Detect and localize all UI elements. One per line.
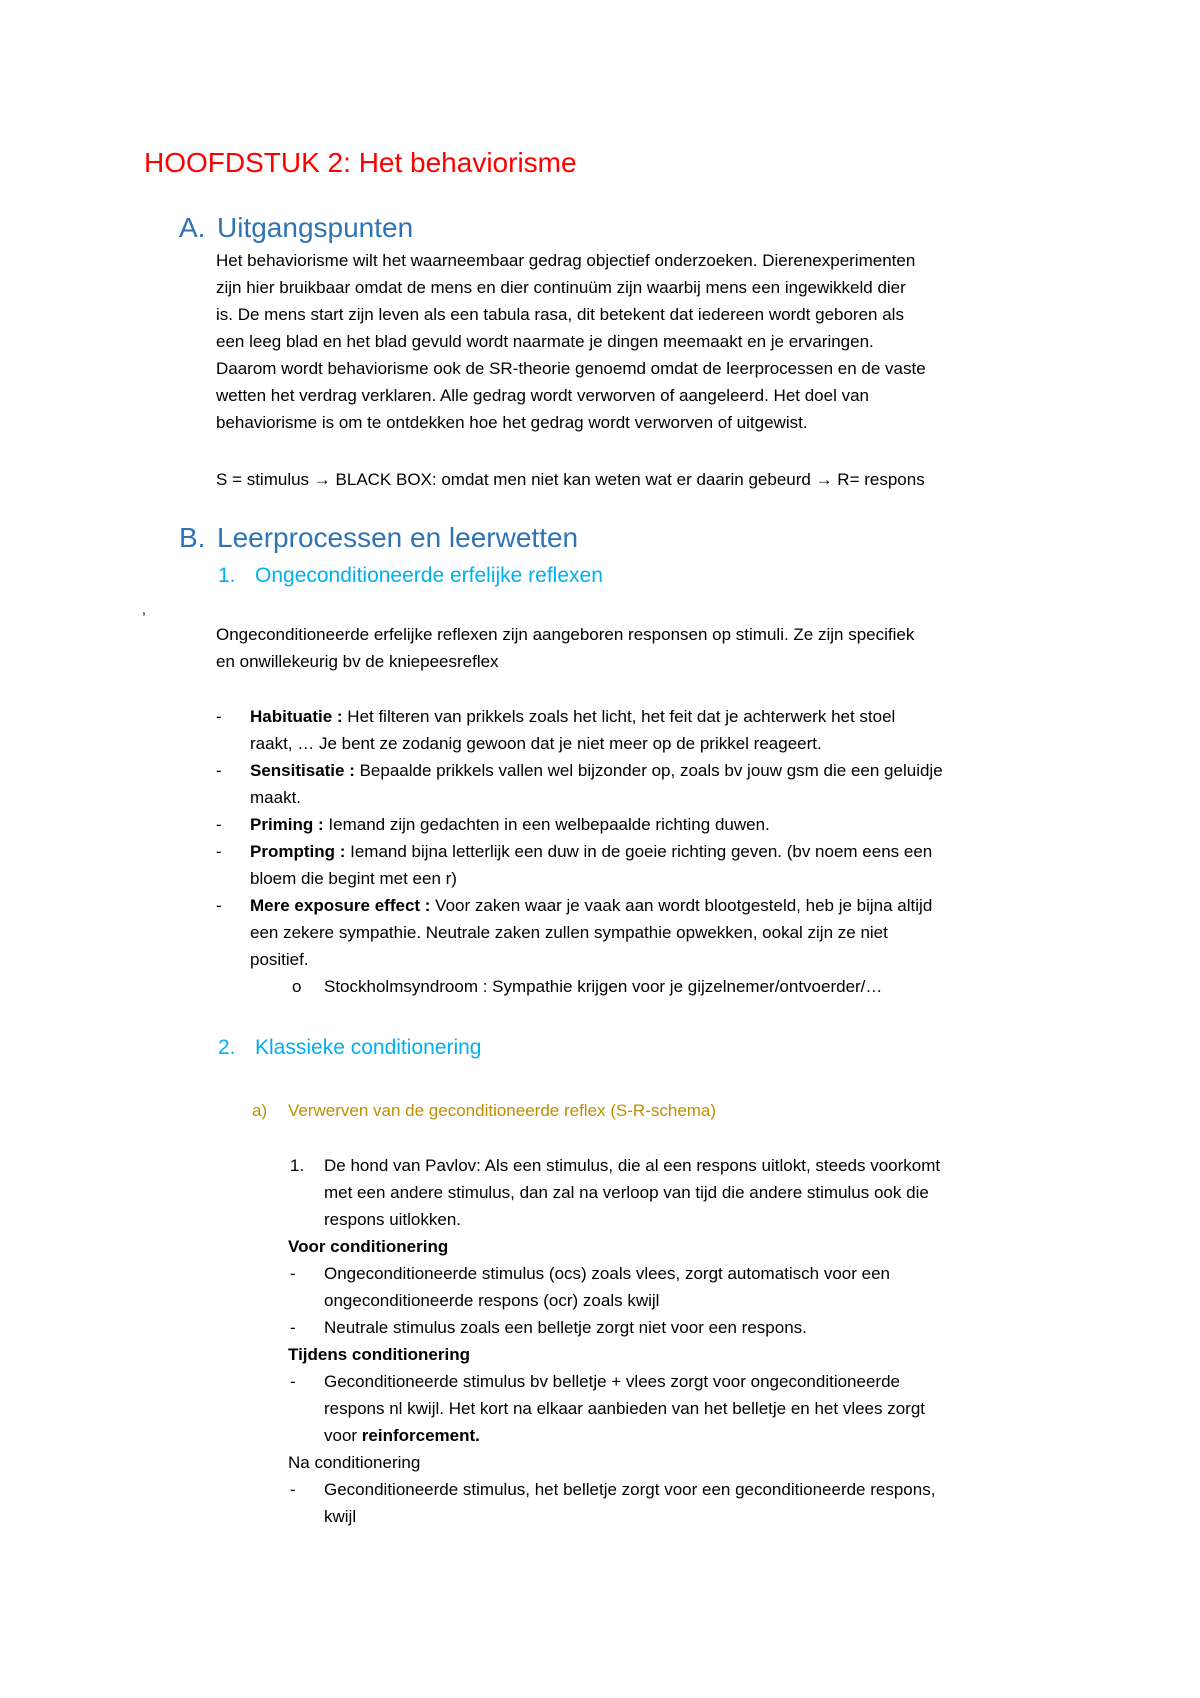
section-a-number: A.	[179, 212, 206, 243]
section-b-title: Leerprocessen en leerwetten	[217, 522, 579, 553]
item-number: 1.	[290, 1156, 305, 1175]
item-text: met een andere stimulus, dan zal na verloop van tijd die andere stimulus ook die	[324, 1183, 929, 1202]
bullet-text: een zekere sympathie. Neutrale zaken zullen sympathie opwekken, ookal zijn ze niet	[250, 923, 888, 942]
circle-marker: o	[292, 977, 302, 996]
bullet-text: kwijl	[324, 1507, 357, 1526]
dash-marker: -	[216, 815, 222, 834]
subsection-1-number: 1.	[218, 564, 236, 587]
voor-conditionering-label: Voor conditionering	[288, 1237, 449, 1256]
bullet-sensitisatie	[216, 757, 1070, 811]
subsection-2a-heading	[252, 1097, 716, 1124]
sr-formula	[216, 466, 1066, 493]
dash-marker: -	[290, 1318, 296, 1337]
subsection-1-title: Ongeconditioneerde erfelijke reflexen	[255, 564, 603, 587]
voor-bullet-2	[290, 1314, 1084, 1341]
paragraph-line: een leeg blad en het blad gevuld wordt naarmate je dingen meemaakt en je ervaringen.	[216, 332, 874, 351]
item-text: De hond van Pavlov: Als een stimulus, die al een respons uitlokt, steeds voorkomt	[324, 1156, 941, 1175]
bullet-mere-exposure	[216, 892, 1070, 973]
bullet-term: Sensitisatie :	[250, 761, 355, 780]
na-conditionering-label: Na conditionering	[288, 1453, 421, 1472]
subsection-2-heading	[218, 1033, 481, 1063]
bullet-term: Prompting :	[250, 842, 346, 861]
bullet-text: Ongeconditioneerde stimulus (ocs) zoals vlees, zorgt automatisch voor een	[324, 1264, 891, 1283]
bullet-text: bloem die begint met een r)	[250, 869, 457, 888]
sub-bullet-stockholm	[292, 973, 1084, 1000]
bullet-text: Iemand zijn gedachten in een welbepaalde richting duwen.	[323, 815, 770, 834]
bullet-text: Neutrale stimulus zoals een belletje zorgt niet voor een respons.	[324, 1318, 807, 1337]
section-b-number: B.	[179, 522, 206, 553]
subsection-2-title: Klassieke conditionering	[255, 1036, 482, 1059]
bullet-term: Habituatie :	[250, 707, 343, 726]
dash-marker: -	[216, 842, 222, 861]
subsection-2-number: 2.	[218, 1036, 236, 1059]
voor-bullet-1	[290, 1260, 1084, 1314]
dash-marker: -	[290, 1264, 296, 1283]
bullet-text: maakt.	[250, 788, 302, 807]
paragraph-line: Daarom wordt behaviorisme ook de SR-theorie genoemd omdat de leerprocessen en de vaste	[216, 359, 926, 378]
arrow-right-icon: →	[815, 470, 833, 489]
bullet-text: respons nl kwijl. Het kort na elkaar aanbieden van het belletje en het vlees zorgt	[324, 1399, 926, 1418]
bullet-text: Voor zaken waar je vaak aan wordt blootgesteld, heb je bijna altijd	[430, 896, 933, 915]
bullet-term: Priming :	[250, 815, 324, 834]
paragraph-line: en onwillekeurig bv de kniepeesreflex	[216, 652, 499, 671]
bullet-text: Geconditioneerde stimulus bv belletje + vlees zorgt voor ongeconditioneerde	[324, 1372, 900, 1391]
document-title: HOOFDSTUK 2: Het behaviorisme	[144, 147, 577, 178]
formula-stimulus: S = stimulus	[216, 470, 314, 489]
bullet-term: Mere exposure effect :	[250, 896, 431, 915]
bullet-text: positief.	[250, 950, 309, 969]
reinforcement-term: reinforcement.	[361, 1426, 480, 1445]
section-b-heading	[179, 520, 578, 556]
bullet-text: voor	[324, 1426, 362, 1445]
subsection-1-paragraph	[216, 621, 1066, 675]
formula-black-box: BLACK BOX: omdat men niet kan weten wat er daarin gebeurd	[330, 470, 816, 489]
bullet-text: Iemand bijna letterlijk een duw in de goeie richting geven. (bv noem eens een	[345, 842, 933, 861]
bullet-habituatie	[216, 703, 1070, 757]
na-bullet	[290, 1476, 1084, 1530]
subsection-1-heading	[218, 561, 603, 591]
dash-marker: -	[290, 1480, 296, 1499]
paragraph-line: Ongeconditioneerde erfelijke reflexen zijn aangeboren responsen op stimuli. Ze zijn specifiek	[216, 625, 915, 644]
paragraph-line: wetten het verdrag verklaren. Alle gedrag wordt verworven of aangeleerd. Het doel van	[216, 386, 869, 405]
stray-mark: ,	[142, 601, 146, 617]
subsection-2a-number: a)	[252, 1101, 268, 1120]
dash-marker: -	[290, 1372, 296, 1391]
section-a-title: Uitgangspunten	[217, 212, 414, 243]
bullet-text: ongeconditioneerde respons (ocr) zoals kwijl	[324, 1291, 660, 1310]
formula-respons: R= respons	[832, 470, 925, 489]
sub-bullet-text: Stockholmsyndroom : Sympathie krijgen voor je gijzelnemer/ontvoerder/…	[324, 977, 883, 996]
bullet-text: Geconditioneerde stimulus, het belletje zorgt voor een geconditioneerde respons,	[324, 1480, 936, 1499]
bullet-text: Het filteren van prikkels zoals het licht, het feit dat je achterwerk het stoel	[342, 707, 896, 726]
paragraph-line: behaviorisme is om te ontdekken hoe het gedrag wordt verworven of uitgewist.	[216, 413, 808, 432]
tijdens-conditionering-label: Tijdens conditionering	[288, 1345, 470, 1364]
item-text: respons uitlokken.	[324, 1210, 462, 1229]
tijdens-bullet	[290, 1368, 1084, 1449]
paragraph-line: zijn hier bruikbaar omdat de mens en dier continuüm zijn waarbij mens een ingewikkeld dier	[216, 278, 906, 297]
bullet-priming	[216, 811, 1070, 838]
bullet-text: raakt, … Je bent ze zodanig gewoon dat je niet meer op de prikkel reageert.	[250, 734, 822, 753]
dash-marker: -	[216, 761, 222, 780]
paragraph-line: Het behaviorisme wilt het waarneembaar gedrag objectief onderzoeken. Dierenexperimenten	[216, 251, 916, 270]
bullet-text: Bepaalde prikkels vallen wel bijzonder op, zoals bv jouw gsm die een geluidje	[354, 761, 943, 780]
numbered-item-pavlov	[290, 1152, 1084, 1233]
paragraph-line: is. De mens start zijn leven als een tabula rasa, dit betekent dat iedereen wordt geboren als	[216, 305, 904, 324]
bullet-prompting	[216, 838, 1070, 892]
dash-marker: -	[216, 896, 222, 915]
section-a-heading	[179, 210, 413, 246]
section-a-paragraph	[216, 247, 1066, 436]
dash-marker: -	[216, 707, 222, 726]
subsection-2a-title: Verwerven van de geconditioneerde reflex (S-R-schema)	[288, 1101, 717, 1120]
arrow-right-icon: →	[313, 470, 331, 489]
